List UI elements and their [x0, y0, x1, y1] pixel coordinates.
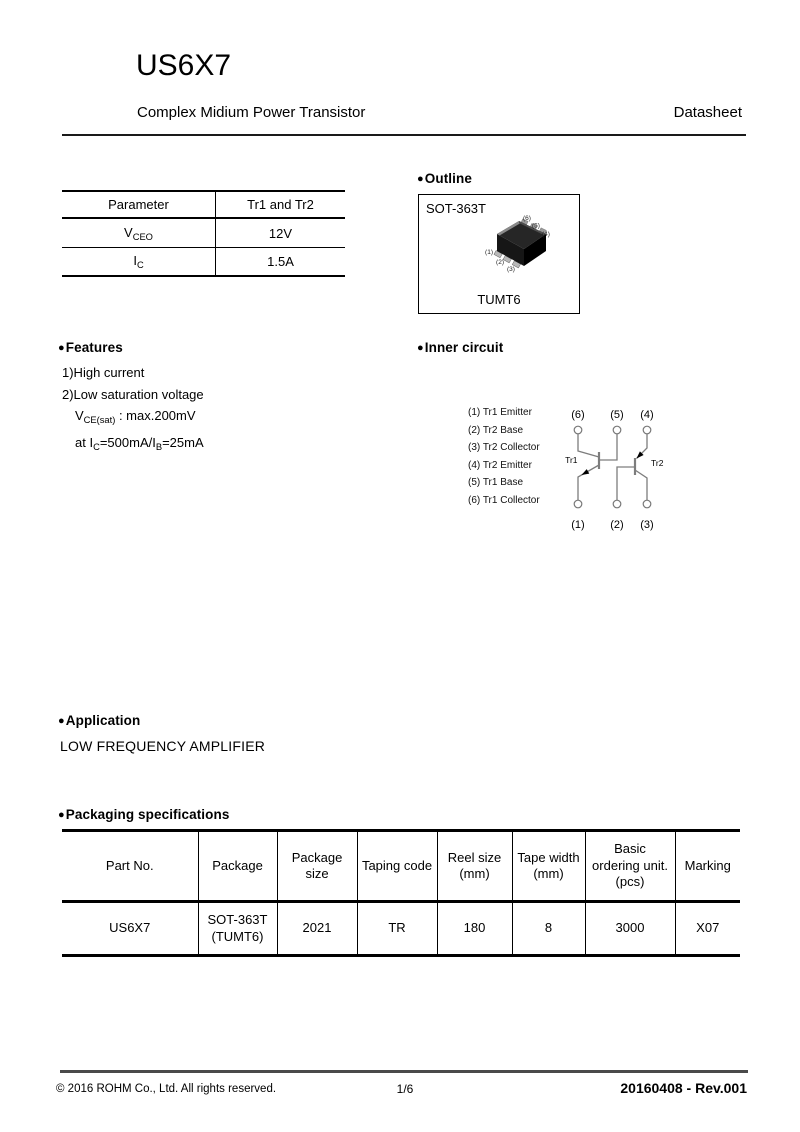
list-item: (1) Tr1 Emitter: [468, 407, 532, 418]
cell-part-no: US6X7: [62, 902, 198, 956]
terminal-label-2: (2): [610, 519, 624, 531]
pin-label-3: (3): [507, 266, 515, 273]
feature-item: at $I_C=500mA/I_B=25mA$: [75, 435, 204, 453]
page-number: 1/6: [396, 1082, 414, 1096]
inner-circuit-heading: ● Inner circuit: [417, 340, 503, 355]
parameter-header-cell: Parameter: [62, 192, 216, 217]
col-header-taping-code: Taping code: [357, 831, 437, 902]
cell-ordering-unit: 3000: [585, 902, 675, 956]
list-item: (3) Tr2 Collector: [468, 442, 540, 453]
outline-heading: ● Outline: [417, 171, 472, 186]
tr1-emitter-arrow: [582, 469, 590, 475]
cell-reel-size: 180: [437, 902, 512, 956]
pin-function-list: [468, 404, 540, 509]
terminal-circle: [643, 426, 651, 434]
parameter-table: [62, 190, 345, 277]
pin-label-4: (4): [542, 231, 550, 238]
col-header-tape-width: Tape width (mm): [512, 831, 585, 902]
col-header-package-size: Package size: [277, 831, 357, 902]
terminal-circle: [574, 500, 582, 508]
tr1-tr2-header-cell: Tr1 and Tr2: [247, 197, 314, 212]
col-header-ordering-unit: Basic ordering unit.(pcs): [585, 831, 675, 902]
revision-label: 20160408 - Rev.001: [620, 1080, 747, 1096]
part-description: Complex Midium Power Transistor: [137, 104, 366, 121]
col-header-package: Package: [198, 831, 277, 902]
vceo-value-cell: 12V: [268, 225, 293, 241]
feature-item: $V_{CE(sat)}$ : max.200mV: [75, 408, 196, 426]
tr2-collector-wire: [635, 470, 647, 500]
application-text: LOW FREQUENCY AMPLIFIER: [60, 738, 266, 754]
packaging-heading: ● Packaging specifications: [58, 807, 229, 822]
terminal-label-1: (1): [571, 519, 585, 531]
terminal-circle: [613, 500, 621, 508]
tr2-label: Tr2: [651, 458, 664, 468]
terminal-label-6: (6): [571, 409, 585, 421]
tr1-label: Tr1: [565, 455, 578, 465]
col-header-marking: Marking: [675, 831, 740, 902]
packaging-table: [62, 829, 740, 957]
footer-divider: [60, 1070, 748, 1073]
tr1-collector-wire: [578, 434, 599, 457]
feature-item: 1)High current: [62, 365, 145, 380]
col-header-reel-size: Reel size (mm): [437, 831, 512, 902]
terminal-label-4: (4): [640, 409, 654, 421]
header-divider: [62, 134, 746, 136]
terminal-circle: [574, 426, 582, 434]
packaging-header-row: [62, 831, 740, 902]
pin-label-5: (5): [532, 222, 540, 230]
part-number-title: US6X7: [136, 49, 232, 82]
copyright-text: © 2016 ROHM Co., Ltd. All rights reserved.: [56, 1083, 277, 1095]
features-heading: ● Features: [58, 340, 123, 355]
col-header-part-no: Part No.: [62, 831, 198, 902]
list-item: (6) Tr1 Collector: [468, 494, 540, 506]
ic-value-cell: 1.5A: [267, 254, 294, 269]
parameter-table-header-row: [62, 192, 345, 219]
cell-package: SOT-363T (TUMT6): [198, 902, 277, 956]
cell-tape-width: 8: [512, 902, 585, 956]
vceo-symbol-cell: $V_{CEO}$: [62, 219, 216, 247]
terminal-label-3: (3): [640, 519, 654, 531]
tr1-base-wire: [600, 434, 617, 460]
inner-circuit-diagram: [555, 398, 680, 532]
cell-marking: X07: [675, 902, 740, 956]
terminal-label-5: (5): [610, 409, 624, 421]
package-code-label: TUMT6: [477, 292, 521, 307]
tr2-base-wire: [617, 467, 634, 500]
list-item: (2) Tr2 Base: [468, 424, 524, 436]
package-type-label: SOT-363T: [426, 201, 486, 216]
list-item: (4) Tr2 Emitter: [468, 459, 532, 471]
table-row: [62, 248, 345, 275]
application-heading: ● Application: [58, 713, 140, 728]
table-row: [62, 902, 740, 956]
terminal-circle: [613, 426, 621, 434]
tr1-emitter-wire: [578, 465, 599, 500]
cell-package-size: 2021: [277, 902, 357, 956]
table-row: [62, 219, 345, 248]
ic-symbol-cell: $I_C$: [62, 248, 216, 275]
feature-item: 2)Low saturation voltage: [62, 386, 204, 402]
cell-taping-code: TR: [357, 902, 437, 956]
datasheet-label: Datasheet: [673, 104, 742, 121]
list-item: (5) Tr1 Base: [468, 477, 524, 488]
features-list: [62, 362, 204, 459]
pin-label-2: (2): [496, 259, 504, 266]
terminal-circle: [643, 500, 651, 508]
pin-label-6: (6): [523, 215, 531, 222]
pin-label-1: (1): [485, 249, 493, 256]
